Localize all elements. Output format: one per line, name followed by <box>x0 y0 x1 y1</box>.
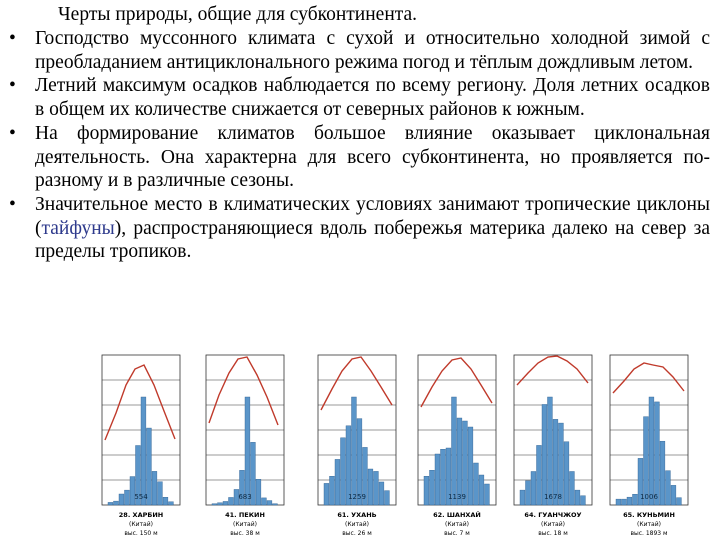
precip-bar <box>218 503 223 505</box>
station-elevation: выс. 150 м <box>124 530 158 537</box>
precip-bar <box>581 496 586 505</box>
precip-bar <box>666 471 671 505</box>
precip-bar <box>649 397 654 505</box>
precip-bar <box>163 497 168 505</box>
station-elevation: выс. 7 м <box>444 530 470 537</box>
precip-bar <box>677 498 682 505</box>
climate-chart-svg <box>100 345 182 540</box>
station-name: 28. ХАРБИН <box>118 511 164 519</box>
precip-bar <box>633 494 638 505</box>
precip-bar <box>520 490 525 505</box>
precip-total-label: 1678 <box>544 493 562 501</box>
climate-chart-svg <box>416 345 498 540</box>
precip-bar <box>526 481 531 505</box>
precip-bar <box>452 397 457 505</box>
precip-bar <box>368 469 373 505</box>
climate-chart-kunming <box>608 345 690 540</box>
precip-bar <box>267 501 272 505</box>
precip-total-label: 554 <box>134 493 148 501</box>
climate-chart-svg <box>204 345 286 540</box>
station-name: 62. ШАНХАЙ <box>433 511 481 519</box>
precip-bar <box>485 484 490 505</box>
precip-bar <box>542 404 547 505</box>
station-country: (Китай) <box>233 521 257 528</box>
bullet-item <box>0 193 710 264</box>
bullet-list <box>0 27 710 264</box>
station-name: 61. УХАНЬ <box>337 511 377 519</box>
climate-chart-beijing <box>204 345 286 540</box>
precip-bar <box>441 449 446 505</box>
precip-bar <box>479 475 484 505</box>
bullet-icon: • <box>9 75 16 97</box>
precip-bar <box>537 445 542 505</box>
precip-bar <box>627 497 632 505</box>
precip-bar <box>430 470 435 505</box>
precip-bar <box>141 397 146 505</box>
precip-total-label: 1139 <box>448 493 466 501</box>
bullet-item <box>0 74 710 121</box>
precip-bar <box>223 501 228 505</box>
precip-total-label: 1006 <box>640 493 658 501</box>
precip-bar <box>374 471 379 505</box>
precip-bar <box>379 482 384 505</box>
climate-chart-wuhan <box>316 345 398 540</box>
precip-bar <box>256 479 261 505</box>
precip-bar <box>457 418 462 505</box>
precip-bar <box>324 483 329 505</box>
station-country: (Китай) <box>637 521 661 528</box>
precip-bar <box>655 402 660 505</box>
precip-bar <box>341 438 346 505</box>
bullet-icon: • <box>9 28 16 49</box>
precip-bar <box>575 490 580 505</box>
precip-bar <box>622 499 627 505</box>
climate-chart-guangzhou <box>512 345 594 540</box>
precip-bar <box>435 454 440 505</box>
precip-bar <box>125 490 130 505</box>
precip-bar <box>335 459 340 505</box>
station-name: 41. ПЕКИН <box>225 511 265 519</box>
precip-bar <box>385 491 390 505</box>
precip-total-label: 1259 <box>348 493 366 501</box>
bullet-item <box>0 27 710 74</box>
precip-bar <box>262 498 267 505</box>
precip-bar <box>273 504 278 505</box>
precip-bar <box>644 417 649 505</box>
precip-bar <box>245 397 250 505</box>
bullet-text: На формирование климатов большое влияние оказывает циклональная деятельность. Она характерна для всего субконтинента, но проявляется по-разному и в различные сезоны. <box>35 122 710 192</box>
precip-bar <box>108 502 113 505</box>
precip-bar <box>119 494 124 505</box>
climate-charts <box>100 345 715 540</box>
precip-bar <box>548 397 553 505</box>
climate-chart-svg <box>512 345 594 540</box>
station-country: (Китай) <box>445 521 469 528</box>
precip-bar <box>468 427 473 505</box>
precip-bar <box>474 463 479 505</box>
station-country: (Китай) <box>345 521 369 528</box>
bullet-text-post: ), распространяющиеся вдоль побережья материка далеко на север за пределы тропиков. <box>35 217 710 263</box>
precip-bar <box>152 471 157 505</box>
climate-chart-svg <box>316 345 398 540</box>
precip-bar <box>424 476 429 505</box>
precip-bar <box>169 502 174 505</box>
typhoon-link[interactable]: тайфуны <box>41 217 115 239</box>
precip-bar <box>352 397 357 505</box>
precip-bar <box>212 504 217 505</box>
precip-bar <box>114 501 119 505</box>
station-elevation: выс. 38 м <box>230 530 260 537</box>
bullet-icon: • <box>9 193 16 215</box>
precip-bar <box>616 499 621 505</box>
precip-bar <box>229 497 234 505</box>
station-country: (Китай) <box>129 521 153 528</box>
station-elevation: выс. 1893 м <box>630 530 668 537</box>
precip-bar <box>564 442 569 505</box>
slide-heading: Черты природы, общие для субконтинента. <box>58 4 418 25</box>
bullet-icon: • <box>9 122 16 144</box>
bullet-text: Летний максимум осадков наблюдается по всему региону. Доля летних осадков в общем их количестве снижается от северных районов к южным. <box>35 75 710 121</box>
bullet-text-pre: Значительное место в климатических условиях занимают тропические циклоны ( <box>35 193 710 239</box>
station-elevation: выс. 18 м <box>538 530 568 537</box>
precip-bar <box>570 471 575 505</box>
climate-chart-shanghai <box>416 345 498 540</box>
climate-chart-harbin <box>100 345 182 540</box>
precip-bar <box>158 482 163 505</box>
station-elevation: выс. 26 м <box>342 530 372 537</box>
precip-bar <box>531 471 536 505</box>
station-name: 65. КУНЬМИН <box>623 511 675 519</box>
climate-chart-svg <box>608 345 690 540</box>
bullet-item <box>0 122 710 193</box>
station-name: 64. ГУАНЧЖОУ <box>524 511 582 519</box>
precip-bar <box>671 485 676 505</box>
station-country: (Китай) <box>541 521 565 528</box>
bullet-text: Господство муссонного климата с сухой и относительно холодной зимой с преобладанием антициклонального режима погод и тёплым дождливым летом. <box>35 28 710 73</box>
precip-total-label: 683 <box>238 493 252 501</box>
precip-bar <box>660 441 665 505</box>
precip-bar <box>330 476 335 505</box>
